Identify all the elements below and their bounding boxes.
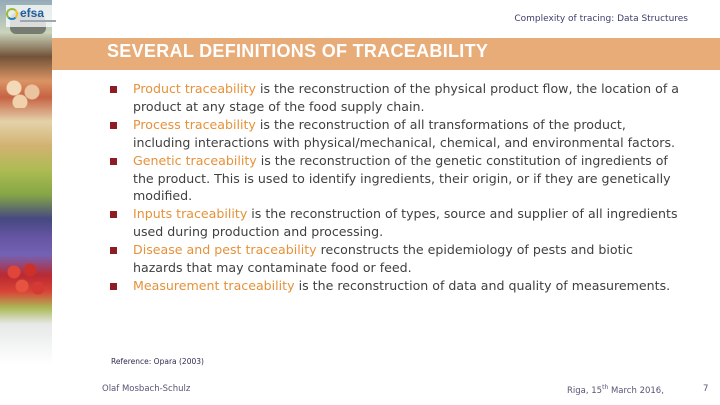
strawberries-image: [4, 262, 48, 302]
efsa-logo-mark-icon: [6, 8, 18, 20]
bullet-square-icon: [110, 158, 117, 165]
header-caption: Complexity of tracing: Data Structures: [514, 14, 688, 24]
definition-term: Product traceability: [133, 81, 256, 96]
slide-title: SEVERAL DEFINITIONS OF TRACEABILITY: [107, 41, 489, 61]
definition-term: Inputs traceability: [133, 206, 248, 222]
definition-item: [108, 277, 680, 295]
definition-item: [108, 80, 680, 116]
definition-term: Measurement traceability: [133, 277, 295, 293]
reference-note: Reference: Opara (2003): [111, 357, 204, 366]
definition-text: is the reconstruction of the physical product flow, the location of a product at any stage of the food supply chain.: [133, 81, 679, 114]
definition-item: [108, 241, 680, 277]
definition-text: is the reconstruction of all transformations of the product, including interactions with physical/mechanical, chemical, and environmental factors.: [133, 116, 676, 150]
eggs-image: [4, 78, 48, 108]
definition-term: Disease and pest traceability: [133, 242, 317, 258]
bullet-square-icon: [110, 283, 117, 290]
side-photo-strip: [0, 0, 52, 405]
definition-list: [108, 80, 680, 295]
bullet-square-icon: [110, 211, 117, 218]
footer-author: Olaf Mosbach-Schulz: [102, 384, 191, 394]
logo-tagline: [20, 20, 56, 22]
definition-text: is the reconstruction of the genetic constitution of ingredients of the product. This is used to identify ingredients, their origin, or if they are genetically modified.: [133, 152, 671, 204]
efsa-logo: [6, 5, 58, 27]
page-number: 7: [703, 384, 709, 394]
definition-text: is the reconstruction of types, source and supplier of all ingredients used during production and processing.: [133, 206, 678, 240]
bullet-square-icon: [110, 247, 117, 254]
definition-term: Genetic traceability: [133, 152, 257, 168]
definition-item: [108, 152, 680, 206]
definition-text: reconstructs the epidemiology of pests and biotic hazards that may contaminate food or feed.: [133, 242, 633, 276]
bullet-square-icon: [110, 122, 117, 129]
logo-text: efsa: [20, 6, 45, 20]
date-ordinal: th: [602, 384, 609, 391]
bullet-square-icon: [110, 86, 117, 93]
date-prefix: Riga, 15: [567, 385, 603, 396]
definition-term: Process traceability: [133, 116, 256, 132]
date-suffix: March 2016,: [608, 385, 664, 396]
footer-date: [567, 384, 664, 396]
definition-item: [108, 116, 680, 152]
definition-item: [108, 205, 680, 241]
definition-text: is the reconstruction of data and quality of measurements.: [294, 277, 671, 293]
